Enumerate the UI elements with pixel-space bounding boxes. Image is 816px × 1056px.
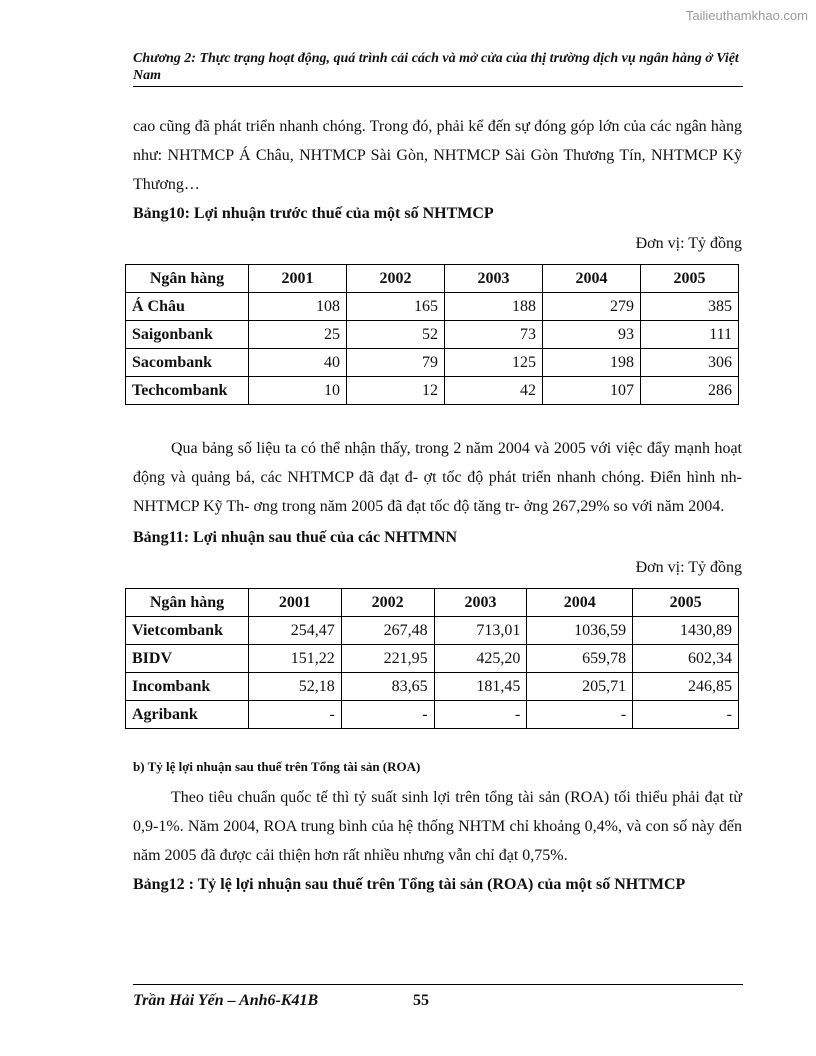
cell-value: 1036,59 xyxy=(527,617,633,645)
table10 xyxy=(125,264,739,405)
footer-author: Trần Hải Yến – Anh6-K41B xyxy=(133,992,319,1009)
cell-value: 385 xyxy=(641,293,739,321)
table-header-row xyxy=(126,589,739,617)
column-header: 2001 xyxy=(249,589,342,617)
table-row xyxy=(126,349,739,377)
cell-value: 221,95 xyxy=(341,645,434,673)
column-header: Ngân hàng xyxy=(126,265,249,293)
table10-title: Bảng10: Lợi nhuận trước thuế của một số NHTMCP xyxy=(133,205,494,222)
table11-unit: Đơn vị: Tỷ đồng xyxy=(635,559,742,576)
cell-value: 713,01 xyxy=(434,617,527,645)
cell-value: 125 xyxy=(445,349,543,377)
page-number: 55 xyxy=(413,992,429,1009)
table-row xyxy=(126,701,739,729)
cell-value: 12 xyxy=(347,377,445,405)
cell-value: 79 xyxy=(347,349,445,377)
cell-value: 165 xyxy=(347,293,445,321)
bank-name: Á Châu xyxy=(126,293,249,321)
cell-value: 52,18 xyxy=(249,673,342,701)
bank-name: Vietcombank xyxy=(126,617,249,645)
cell-value: 73 xyxy=(445,321,543,349)
cell-value: 1430,89 xyxy=(633,617,739,645)
cell-value: 205,71 xyxy=(527,673,633,701)
table11 xyxy=(125,588,739,729)
cell-value: 659,78 xyxy=(527,645,633,673)
cell-value: 151,22 xyxy=(249,645,342,673)
column-header: 2005 xyxy=(633,589,739,617)
cell-value: 286 xyxy=(641,377,739,405)
column-header: 2002 xyxy=(347,265,445,293)
cell-value: 306 xyxy=(641,349,739,377)
cell-value: 267,48 xyxy=(341,617,434,645)
table-row xyxy=(126,377,739,405)
cell-value: 107 xyxy=(543,377,641,405)
paragraph-roa: Theo tiêu chuẩn quốc tế thì tỷ suất sinh lợi trên tổng tài sản (ROA) tối thiểu phải đạt từ 0,9-1%. Năm 2004, ROA trung bình của hệ thống NHTM chỉ khoảng 0,4%, và con số này đến năm 2005 đã được cải thiện hơn rất nhiều nhưng vẫn chỉ đạt 0,75%. xyxy=(133,789,742,864)
column-header: Ngân hàng xyxy=(126,589,249,617)
table12-title: Bảng12 : Tỷ lệ lợi nhuận sau thuế trên Tổng tài sản (ROA) của một số NHTMCP xyxy=(133,876,686,893)
column-header: 2002 xyxy=(341,589,434,617)
column-header: 2001 xyxy=(249,265,347,293)
cell-value: 254,47 xyxy=(249,617,342,645)
table10-unit: Đơn vị: Tỷ đồng xyxy=(635,235,742,252)
bank-name: BIDV xyxy=(126,645,249,673)
cell-value: 425,20 xyxy=(434,645,527,673)
cell-value: 83,65 xyxy=(341,673,434,701)
bank-name: Sacombank xyxy=(126,349,249,377)
cell-value: 52 xyxy=(347,321,445,349)
cell-value: 40 xyxy=(249,349,347,377)
cell-value: 198 xyxy=(543,349,641,377)
table-row xyxy=(126,645,739,673)
cell-value: - xyxy=(527,701,633,729)
paragraph-analysis: Qua bảng số liệu ta có thể nhận thấy, trong 2 năm 2004 và 2005 với việc đẩy mạnh hoạt động và quảng bá, các NHTMCP đã đạt đ- ợt tốc độ phát triển nhanh chóng. Điển hình nh- NHTMCP Kỹ Th- ơng trong năm 2005 đã đạt tốc độ tăng tr- ởng 267,29% so với năm 2004. xyxy=(133,440,742,515)
cell-value: 108 xyxy=(249,293,347,321)
cell-value: - xyxy=(633,701,739,729)
paragraph-intro: cao cũng đã phát triển nhanh chóng. Trong đó, phải kể đến sự đóng góp lớn của các ngân hàng như: NHTMCP Á Châu, NHTMCP Sài Gòn, NHTMCP Sài Gòn Thương Tín, NHTMCP Kỹ Thương… xyxy=(133,118,742,193)
column-header: 2005 xyxy=(641,265,739,293)
cell-value: 42 xyxy=(445,377,543,405)
page-header: Chương 2: Thực trạng hoạt động, quá trình cải cách và mở cửa của thị trường dịch vụ ngân hàng ở Việt Nam xyxy=(133,50,743,87)
bank-name: Techcombank xyxy=(126,377,249,405)
column-header: 2003 xyxy=(445,265,543,293)
cell-value: 10 xyxy=(249,377,347,405)
bank-name: Saigonbank xyxy=(126,321,249,349)
cell-value: - xyxy=(434,701,527,729)
watermark: Tailieuthamkhao.com xyxy=(685,8,808,23)
table-row xyxy=(126,673,739,701)
bank-name: Incombank xyxy=(126,673,249,701)
cell-value: 188 xyxy=(445,293,543,321)
table-row xyxy=(126,321,739,349)
column-header: 2004 xyxy=(527,589,633,617)
column-header: 2003 xyxy=(434,589,527,617)
table11-title: Bảng11: Lợi nhuận sau thuế của các NHTMNN xyxy=(133,529,458,546)
table-row xyxy=(126,617,739,645)
cell-value: 181,45 xyxy=(434,673,527,701)
cell-value: 602,34 xyxy=(633,645,739,673)
cell-value: 246,85 xyxy=(633,673,739,701)
cell-value: - xyxy=(249,701,342,729)
cell-value: 93 xyxy=(543,321,641,349)
table-header-row xyxy=(126,265,739,293)
cell-value: 25 xyxy=(249,321,347,349)
cell-value: 111 xyxy=(641,321,739,349)
table-row xyxy=(126,293,739,321)
section-heading: b) Tỷ lệ lợi nhuận sau thuế trên Tổng tài sản (ROA) xyxy=(133,759,421,774)
column-header: 2004 xyxy=(543,265,641,293)
page-content xyxy=(133,112,742,898)
page-footer xyxy=(133,984,743,1010)
bank-name: Agribank xyxy=(126,701,249,729)
cell-value: 279 xyxy=(543,293,641,321)
cell-value: - xyxy=(341,701,434,729)
